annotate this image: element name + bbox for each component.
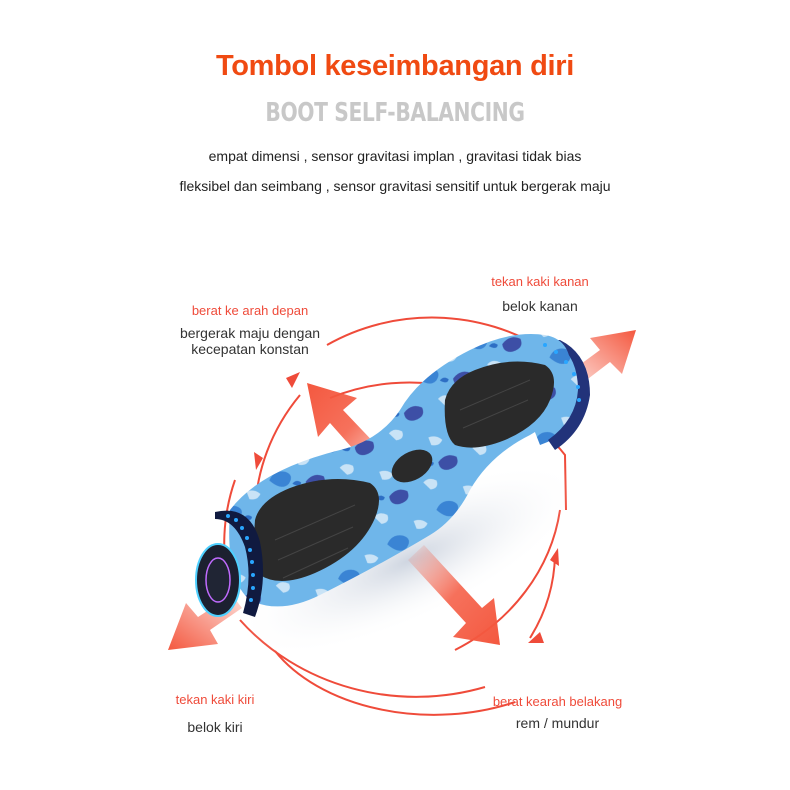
callout-left-text: belok kiri xyxy=(187,719,243,735)
callout-forward-line-1: bergerak maju dengan xyxy=(179,325,321,341)
description-line-1: empat dimensi , sensor gravitasi implan , gravitasi tidak bias xyxy=(208,148,582,164)
callout-right-text: belok kanan xyxy=(502,298,578,314)
callout-backward-heading: berat kearah belakang xyxy=(492,694,623,709)
callout-forward-line-2: kecepatan konstan xyxy=(191,341,309,357)
description-line-2: fleksibel dan seimbang , sensor gravitasi sensitif untuk bergerak maju xyxy=(179,178,611,194)
callout-left-heading: tekan kaki kiri xyxy=(175,692,255,707)
page-title: Tombol keseimbangan diri xyxy=(215,50,575,82)
page-subtitle: BOOT SELF-BALANCING xyxy=(265,98,525,128)
callout-backward-text: rem / mundur xyxy=(515,715,600,731)
callout-right-heading: tekan kaki kanan xyxy=(491,274,589,289)
callout-forward-heading: berat ke arah depan xyxy=(191,303,309,318)
